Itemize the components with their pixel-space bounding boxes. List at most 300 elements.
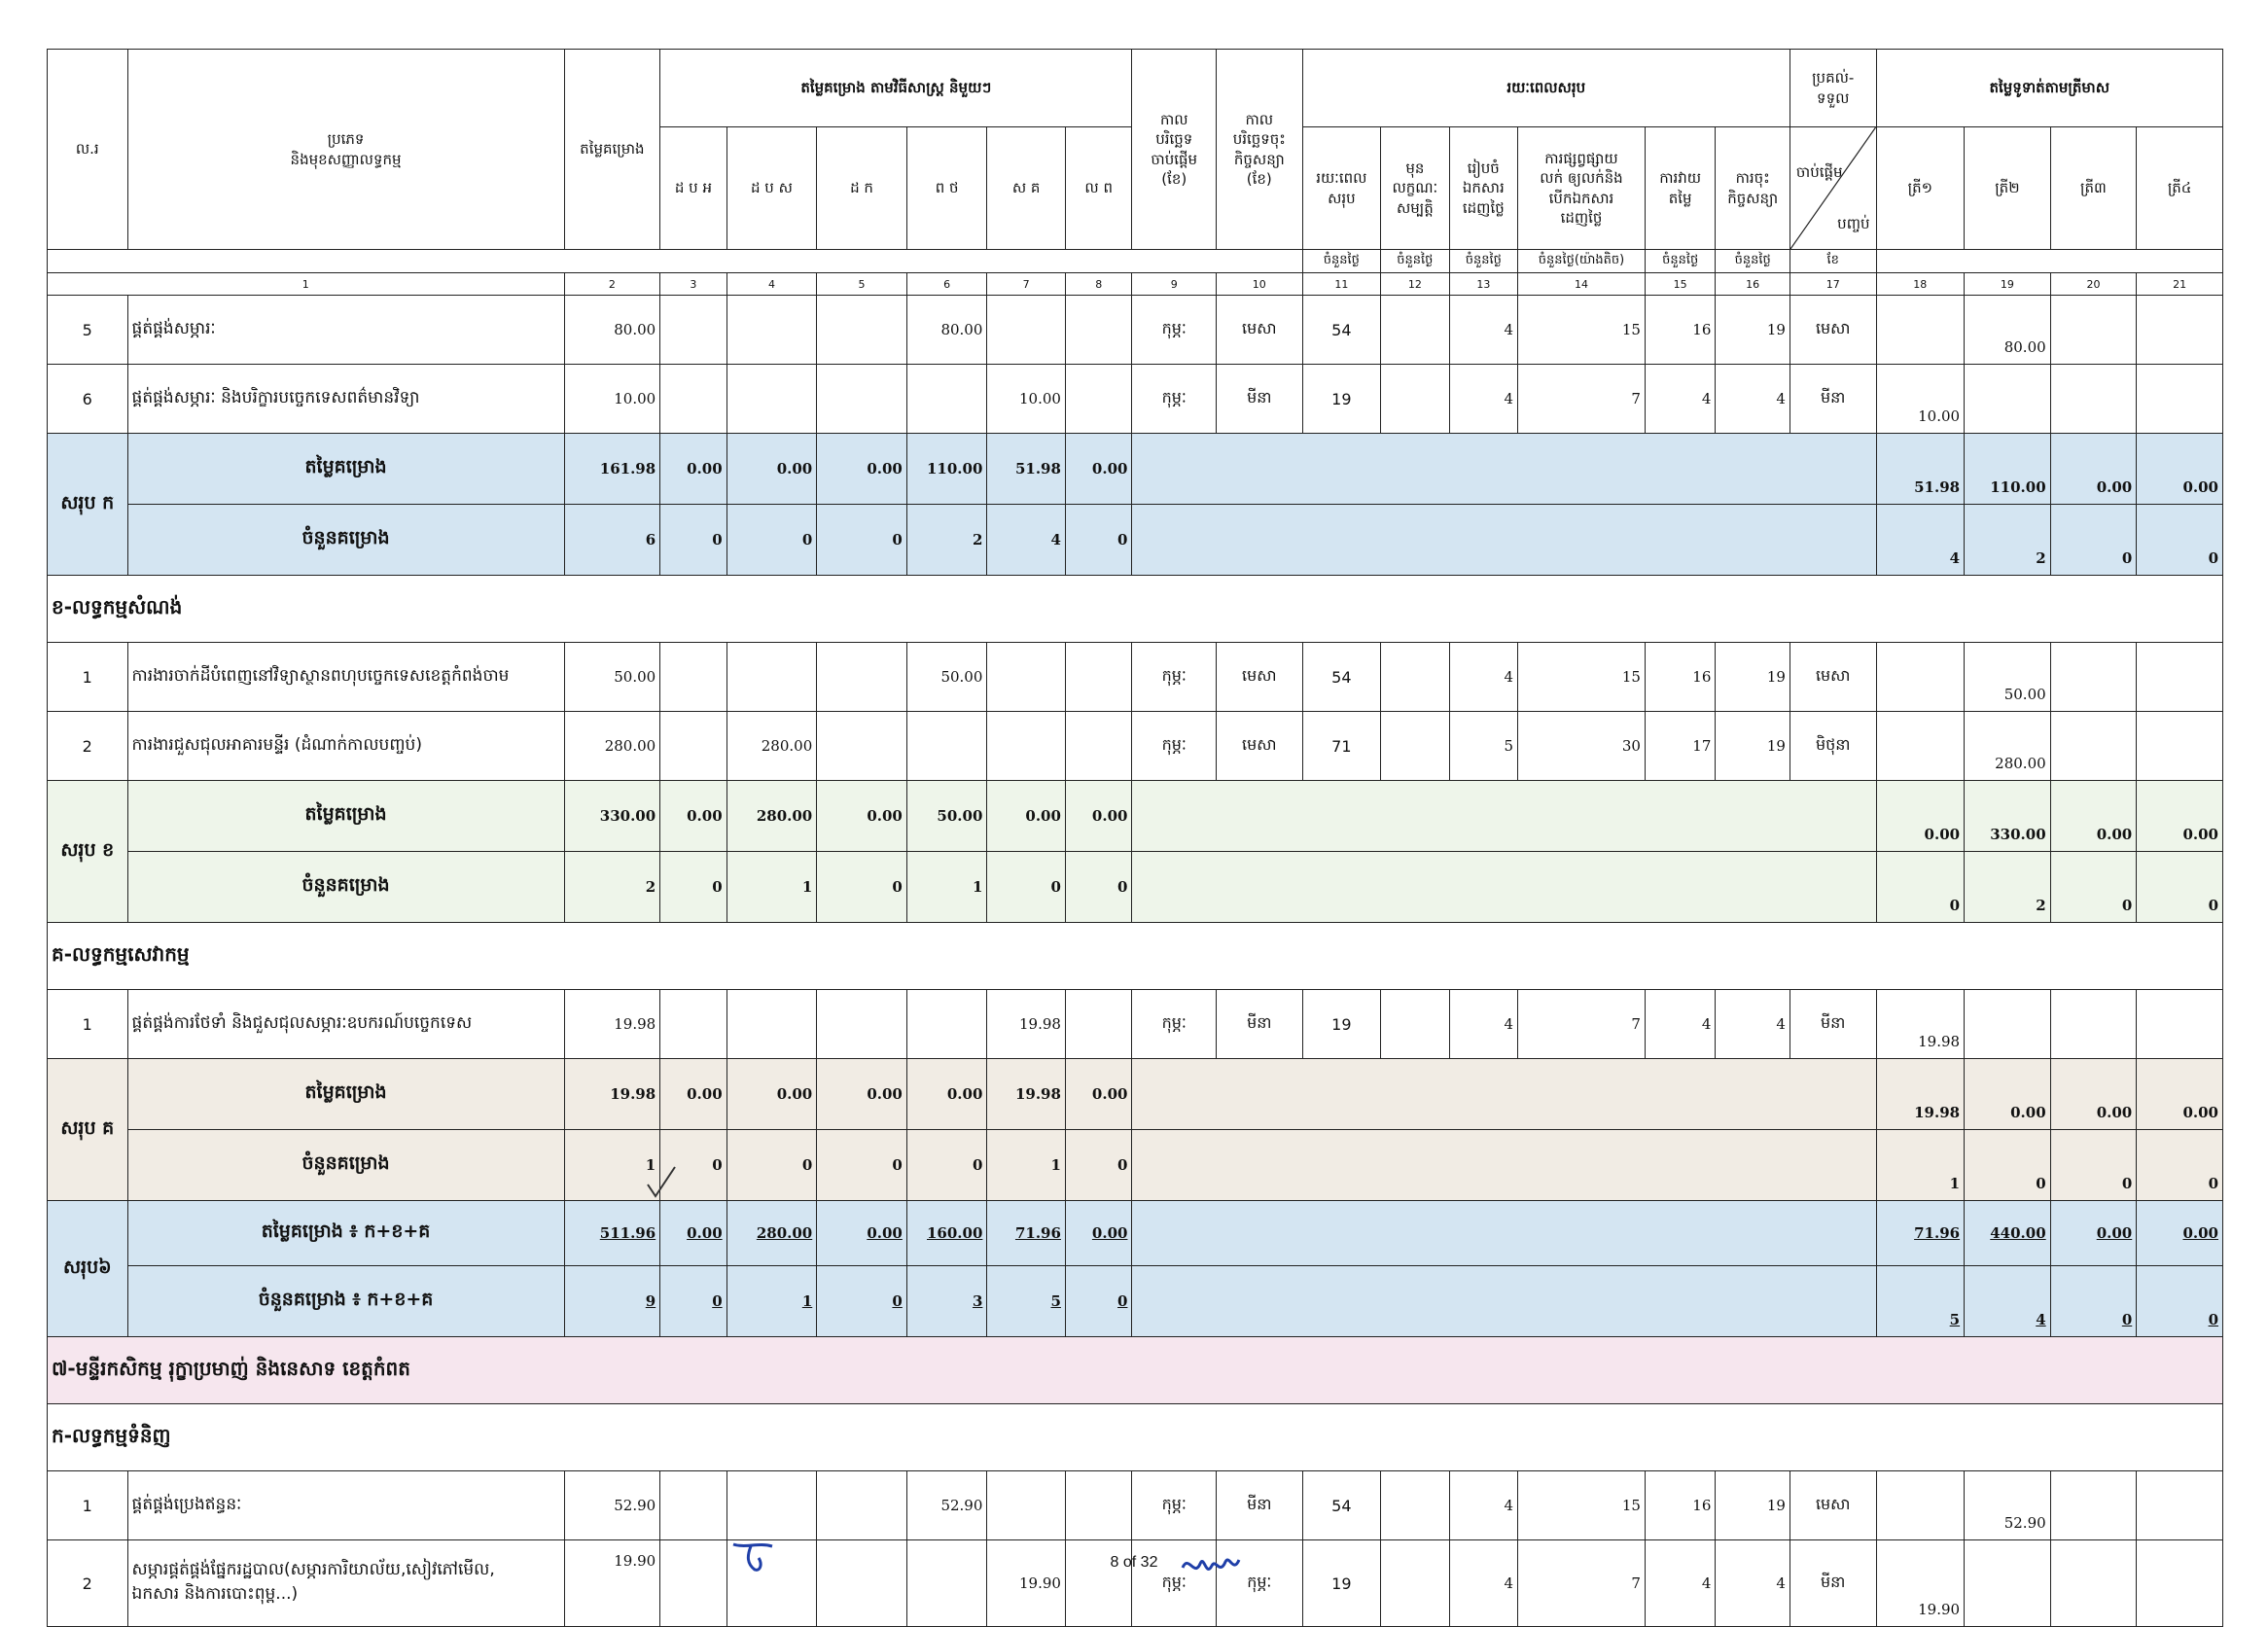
row-m2 bbox=[726, 365, 817, 434]
cnt-q1: 0 bbox=[1876, 852, 1965, 923]
cnt-q3: 0 bbox=[2050, 1130, 2137, 1201]
cnt-m2: 0 bbox=[726, 1130, 817, 1201]
summary-value-label: តម្លៃគម្រោង bbox=[127, 434, 564, 505]
dur5-l1: ការវាយ bbox=[1659, 169, 1702, 188]
row-contract: កុម្ភៈ bbox=[1217, 1540, 1303, 1627]
section-title: ខ-លទ្ធកម្មសំណង់ bbox=[48, 576, 2223, 643]
row-desc bbox=[127, 1540, 564, 1627]
tot-q2: 440.00 bbox=[1965, 1201, 2051, 1266]
row-m4 bbox=[906, 990, 987, 1059]
row-start: កុម្ភៈ bbox=[1132, 643, 1217, 712]
row-d3: 5 bbox=[1449, 712, 1517, 781]
row-d5: 16 bbox=[1645, 643, 1715, 712]
row-d6: 4 bbox=[1716, 365, 1790, 434]
row-q3 bbox=[2050, 643, 2137, 712]
row-contract: មេសា bbox=[1217, 643, 1303, 712]
col-no-header: ល.រ bbox=[48, 50, 128, 250]
sum-m5: 51.98 bbox=[987, 434, 1066, 505]
dur3-l1: រៀបចំ bbox=[1467, 159, 1500, 178]
delivery-end-label: បញ្ចប់ bbox=[1837, 214, 1870, 232]
summary-count-label: ចំនួនគម្រោង bbox=[127, 1130, 564, 1201]
totcnt-m3: 0 bbox=[817, 1266, 907, 1337]
row-contract: មីនា bbox=[1217, 365, 1303, 434]
row-d5: 4 bbox=[1645, 990, 1715, 1059]
col-est-header: តម្លៃគម្រោង bbox=[564, 50, 660, 250]
summary-blank bbox=[1132, 1059, 1876, 1130]
row-m4: 50.00 bbox=[906, 643, 987, 712]
row-m3 bbox=[817, 990, 907, 1059]
dur2-l3: សម្បត្តិ bbox=[1396, 198, 1434, 217]
sum-m2: 0.00 bbox=[726, 1059, 817, 1130]
check-mark-icon bbox=[644, 1163, 679, 1202]
row-q4 bbox=[2137, 1540, 2223, 1627]
total-value-label: តម្លៃគម្រោង ៖ ក+ខ+គ bbox=[127, 1201, 564, 1266]
cnt-m5: 1 bbox=[987, 1130, 1066, 1201]
colnum-9: 9 bbox=[1132, 273, 1217, 296]
row-q3 bbox=[2050, 296, 2137, 365]
row-q1 bbox=[1876, 643, 1965, 712]
row-d6: 19 bbox=[1716, 712, 1790, 781]
method-header-1: ដ ប អ bbox=[660, 127, 726, 250]
row-m2 bbox=[726, 1471, 817, 1540]
period-contract-l2: បរិច្ឆេទចុះ bbox=[1232, 130, 1286, 149]
row-d3: 4 bbox=[1449, 643, 1517, 712]
row-q3 bbox=[2050, 365, 2137, 434]
period-contract-l4: (ខែ) bbox=[1246, 169, 1272, 188]
cnt-est: 1 bbox=[564, 1130, 660, 1201]
row-est: 19.90 bbox=[564, 1540, 660, 1627]
row-d6: 19 bbox=[1716, 643, 1790, 712]
row-d5: 17 bbox=[1645, 712, 1715, 781]
totcnt-q2: 4 bbox=[1965, 1266, 2051, 1337]
colnum-17: 17 bbox=[1790, 273, 1876, 296]
row-d6: 4 bbox=[1716, 1540, 1790, 1627]
row-delivery: មីនា bbox=[1790, 990, 1876, 1059]
row-q2: 52.90 bbox=[1965, 1471, 2051, 1540]
cnt-m5: 4 bbox=[987, 505, 1066, 576]
row-m5 bbox=[987, 712, 1066, 781]
cnt-m3: 0 bbox=[817, 505, 907, 576]
row-m6 bbox=[1065, 990, 1132, 1059]
totcnt-m1: 0 bbox=[660, 1266, 726, 1337]
row-start: កុម្ភៈ bbox=[1132, 365, 1217, 434]
row-d5: 16 bbox=[1645, 1471, 1715, 1540]
col-type-line1: ប្រភេទ bbox=[327, 130, 365, 149]
row-est: 50.00 bbox=[564, 643, 660, 712]
period-start-l1: កាល bbox=[1159, 111, 1188, 128]
colnum-12: 12 bbox=[1381, 273, 1449, 296]
row-d2 bbox=[1381, 1471, 1449, 1540]
row-m5 bbox=[987, 296, 1066, 365]
duration-header-4 bbox=[1518, 127, 1646, 250]
row-est: 280.00 bbox=[564, 712, 660, 781]
row-d6: 4 bbox=[1716, 990, 1790, 1059]
colnum-6: 6 bbox=[906, 273, 987, 296]
row-start: កុម្ភៈ bbox=[1132, 712, 1217, 781]
cnt-est: 6 bbox=[564, 505, 660, 576]
sum-m6: 0.00 bbox=[1065, 1059, 1132, 1130]
sum-m1: 0.00 bbox=[660, 434, 726, 505]
summary-value-row bbox=[48, 1059, 2223, 1130]
dur3-l3: ដេញថ្លៃ bbox=[1462, 198, 1505, 217]
row-q4 bbox=[2137, 643, 2223, 712]
colnum-15: 15 bbox=[1645, 273, 1715, 296]
sum-q4: 0.00 bbox=[2137, 1059, 2223, 1130]
row-d3: 4 bbox=[1449, 365, 1517, 434]
quarter-header-4: ត្រី៤ bbox=[2137, 127, 2223, 250]
sum-q2: 110.00 bbox=[1965, 434, 2051, 505]
sum-m4: 110.00 bbox=[906, 434, 987, 505]
totcnt-q3: 0 bbox=[2050, 1266, 2137, 1337]
row-contract: មេសា bbox=[1217, 296, 1303, 365]
cnt-q4: 0 bbox=[2137, 852, 2223, 923]
totcnt-q4: 0 bbox=[2137, 1266, 2223, 1337]
row-m6 bbox=[1065, 643, 1132, 712]
colnum-21: 21 bbox=[2137, 273, 2223, 296]
units-spacer-right bbox=[1876, 250, 2223, 273]
period-start-l3: ចាប់ផ្ដើម bbox=[1151, 150, 1198, 168]
total-blank bbox=[1132, 1266, 1876, 1337]
row-d1: 19 bbox=[1302, 990, 1381, 1059]
row-m5: 10.00 bbox=[987, 365, 1066, 434]
cnt-m4: 1 bbox=[906, 852, 987, 923]
row-m3 bbox=[817, 712, 907, 781]
sum-q1: 51.98 bbox=[1876, 434, 1965, 505]
totcnt-m2: 1 bbox=[726, 1266, 817, 1337]
unit-4: ចំនួនថ្ងៃ(យ៉ាងតិច) bbox=[1518, 250, 1646, 273]
dur3-l2: ឯកសារ bbox=[1462, 179, 1505, 197]
table-row bbox=[48, 712, 2223, 781]
row-no: 1 bbox=[48, 1471, 128, 1540]
section-header-row bbox=[48, 576, 2223, 643]
cnt-m4: 0 bbox=[906, 1130, 987, 1201]
row-q2 bbox=[1965, 990, 2051, 1059]
summary-count-row bbox=[48, 852, 2223, 923]
summary-count-row bbox=[48, 1130, 2223, 1201]
tot-m1: 0.00 bbox=[660, 1201, 726, 1266]
unit-2: ចំនួនថ្ងៃ bbox=[1381, 250, 1449, 273]
row-est: 10.00 bbox=[564, 365, 660, 434]
row-m5: 19.90 bbox=[987, 1540, 1066, 1627]
row-m3 bbox=[817, 296, 907, 365]
method-header-6: ល ព bbox=[1065, 127, 1132, 250]
row-est: 80.00 bbox=[564, 296, 660, 365]
row-start: កុម្ភៈ bbox=[1132, 990, 1217, 1059]
summary-value-row bbox=[48, 781, 2223, 852]
row-d6: 19 bbox=[1716, 1471, 1790, 1540]
totcnt-m5: 5 bbox=[987, 1266, 1066, 1337]
table-row bbox=[48, 643, 2223, 712]
units-spacer bbox=[48, 250, 1303, 273]
colnum-16: 16 bbox=[1716, 273, 1790, 296]
period-contract-l3: កិច្ចសន្យា bbox=[1233, 150, 1285, 168]
row-q3 bbox=[2050, 1540, 2137, 1627]
row-m5: 19.98 bbox=[987, 990, 1066, 1059]
summary-label: សរុប គ bbox=[48, 1059, 128, 1201]
delivery-group-header bbox=[1790, 50, 1876, 127]
cnt-m6: 0 bbox=[1065, 505, 1132, 576]
sum-q3: 0.00 bbox=[2050, 781, 2137, 852]
row-m6 bbox=[1065, 1471, 1132, 1540]
table-row bbox=[48, 365, 2223, 434]
cnt-m2: 0 bbox=[726, 505, 817, 576]
unit-7: ខែ bbox=[1790, 250, 1876, 273]
row-m4: 80.00 bbox=[906, 296, 987, 365]
row-m2: 280.00 bbox=[726, 712, 817, 781]
row-q2 bbox=[1965, 365, 2051, 434]
row-d1: 19 bbox=[1302, 365, 1381, 434]
row-q4 bbox=[2137, 296, 2223, 365]
row-desc: ផ្គត់ផ្គង់សម្ភារៈ និងបរិក្ខារបច្ចេកទេសពត៌មានវិទ្យា bbox=[127, 365, 564, 434]
total-value-row bbox=[48, 1201, 2223, 1266]
row-q3 bbox=[2050, 990, 2137, 1059]
cnt-est: 2 bbox=[564, 852, 660, 923]
row-m1 bbox=[660, 643, 726, 712]
cnt-q2: 2 bbox=[1965, 505, 2051, 576]
sum-q4: 0.00 bbox=[2137, 781, 2223, 852]
row-q4 bbox=[2137, 712, 2223, 781]
row-m4 bbox=[906, 365, 987, 434]
dur6-l1: ការចុះ bbox=[1735, 169, 1770, 188]
sum-m4: 0.00 bbox=[906, 1059, 987, 1130]
sum-m3: 0.00 bbox=[817, 1059, 907, 1130]
quarter-header-3: ត្រី៣ bbox=[2050, 127, 2137, 250]
total-label: សរុប៦ bbox=[48, 1201, 128, 1337]
row-d3: 4 bbox=[1449, 990, 1517, 1059]
cnt-m2: 1 bbox=[726, 852, 817, 923]
row-q3 bbox=[2050, 712, 2137, 781]
row-q1: 10.00 bbox=[1876, 365, 1965, 434]
row-d3: 4 bbox=[1449, 1471, 1517, 1540]
row-no: 1 bbox=[48, 643, 128, 712]
colnum-8: 8 bbox=[1065, 273, 1132, 296]
table-row bbox=[48, 1471, 2223, 1540]
unit-6: ចំនួនថ្ងៃ bbox=[1716, 250, 1790, 273]
summary-blank bbox=[1132, 781, 1876, 852]
row-m5 bbox=[987, 1471, 1066, 1540]
cnt-q4: 0 bbox=[2137, 1130, 2223, 1201]
tot-m5: 71.96 bbox=[987, 1201, 1066, 1266]
row-d4: 15 bbox=[1518, 1471, 1646, 1540]
summary-value-label: តម្លៃគម្រោង bbox=[127, 1059, 564, 1130]
row-m6 bbox=[1065, 365, 1132, 434]
row-q1 bbox=[1876, 296, 1965, 365]
cnt-m6: 0 bbox=[1065, 852, 1132, 923]
table-row bbox=[48, 296, 2223, 365]
tot-m2: 280.00 bbox=[726, 1201, 817, 1266]
row-delivery: មេសា bbox=[1790, 296, 1876, 365]
row-q2: 280.00 bbox=[1965, 712, 2051, 781]
quarter-group-header: តម្លៃទូទាត់តាមត្រីមាស bbox=[1876, 50, 2223, 127]
row-q2: 80.00 bbox=[1965, 296, 2051, 365]
summary-label: សរុប ខ bbox=[48, 781, 128, 923]
colnum-14: 14 bbox=[1518, 273, 1646, 296]
summary-value-label: តម្លៃគម្រោង bbox=[127, 781, 564, 852]
row-d2 bbox=[1381, 712, 1449, 781]
row-delivery: មីនា bbox=[1790, 365, 1876, 434]
sum-q3: 0.00 bbox=[2050, 434, 2137, 505]
sum-q1: 0.00 bbox=[1876, 781, 1965, 852]
row-est: 19.98 bbox=[564, 990, 660, 1059]
row-d1: 54 bbox=[1302, 1471, 1381, 1540]
totcnt-est: 9 bbox=[564, 1266, 660, 1337]
sum-m3: 0.00 bbox=[817, 434, 907, 505]
row-d4: 7 bbox=[1518, 990, 1646, 1059]
unit-5: ចំនួនថ្ងៃ bbox=[1645, 250, 1715, 273]
row-m3 bbox=[817, 643, 907, 712]
row-q2 bbox=[1965, 1540, 2051, 1627]
dur6-l2: កិច្ចសន្យា bbox=[1727, 189, 1779, 207]
page-number: 8 of 32 bbox=[1110, 1554, 1158, 1571]
row-desc: ផ្គត់ផ្គង់ប្រេងឥន្ធនៈ bbox=[127, 1471, 564, 1540]
sum-est: 19.98 bbox=[564, 1059, 660, 1130]
summary-value-row bbox=[48, 434, 2223, 505]
sum-est: 330.00 bbox=[564, 781, 660, 852]
row-delivery: មីនា bbox=[1790, 1540, 1876, 1627]
row-no: 2 bbox=[48, 1540, 128, 1627]
sum-m6: 0.00 bbox=[1065, 781, 1132, 852]
section-title: គ-លទ្ធកម្មសេវាកម្ម bbox=[48, 923, 2223, 990]
cnt-q1: 1 bbox=[1876, 1130, 1965, 1201]
colnum-4: 4 bbox=[726, 273, 817, 296]
cnt-q2: 0 bbox=[1965, 1130, 2051, 1201]
row-d2 bbox=[1381, 990, 1449, 1059]
sum-m1: 0.00 bbox=[660, 1059, 726, 1130]
summary-blank bbox=[1132, 434, 1876, 505]
tot-q1: 71.96 bbox=[1876, 1201, 1965, 1266]
cnt-q3: 0 bbox=[2050, 505, 2137, 576]
period-start-l2: បរិច្ឆេទ bbox=[1155, 130, 1193, 149]
tot-m6: 0.00 bbox=[1065, 1201, 1132, 1266]
row-desc: ការងារជួសជុលអាគារមន្ទីរ (ដំណាក់កាលបញ្ចប់) bbox=[127, 712, 564, 781]
totcnt-m6: 0 bbox=[1065, 1266, 1132, 1337]
dur5-l2: តម្លៃ bbox=[1668, 189, 1692, 207]
colnum-13: 13 bbox=[1449, 273, 1517, 296]
colnum-19: 19 bbox=[1965, 273, 2051, 296]
colnum-18: 18 bbox=[1876, 273, 1965, 296]
dur2-l2: លក្ខណៈ bbox=[1392, 179, 1438, 197]
cnt-q1: 4 bbox=[1876, 505, 1965, 576]
colnum-1: 1 bbox=[48, 273, 565, 296]
row-m5 bbox=[987, 643, 1066, 712]
tot-q3: 0.00 bbox=[2050, 1201, 2137, 1266]
sum-m2: 280.00 bbox=[726, 781, 817, 852]
row-m1 bbox=[660, 990, 726, 1059]
table-row bbox=[48, 990, 2223, 1059]
total-count-row bbox=[48, 1266, 2223, 1337]
colnum-10: 10 bbox=[1217, 273, 1303, 296]
row-q1: 19.90 bbox=[1876, 1540, 1965, 1627]
delivery-split-header bbox=[1790, 127, 1876, 250]
table-row bbox=[48, 1540, 2223, 1627]
dur4-l1: ការផ្សព្វផ្សាយ bbox=[1544, 150, 1618, 167]
row-no: 6 bbox=[48, 365, 128, 434]
row-d4: 15 bbox=[1518, 643, 1646, 712]
colnum-7: 7 bbox=[987, 273, 1066, 296]
row-d6: 19 bbox=[1716, 296, 1790, 365]
section-header-row bbox=[48, 1404, 2223, 1471]
row-d4: 7 bbox=[1518, 1540, 1646, 1627]
row-desc-line2: ឯកសារ និងការបោះពុម្ព...) bbox=[131, 1584, 299, 1604]
method-header-3: ដ ក bbox=[817, 127, 907, 250]
period-contract-l1: កាល bbox=[1245, 111, 1274, 128]
sum-q1: 19.98 bbox=[1876, 1059, 1965, 1130]
row-m2 bbox=[726, 296, 817, 365]
row-m3 bbox=[817, 1540, 907, 1627]
method-header-5: ស គ bbox=[987, 127, 1066, 250]
row-m1 bbox=[660, 296, 726, 365]
totcnt-q1: 5 bbox=[1876, 1266, 1965, 1337]
row-m6 bbox=[1065, 712, 1132, 781]
row-d3: 4 bbox=[1449, 1540, 1517, 1627]
row-d1: 71 bbox=[1302, 712, 1381, 781]
delivery-start-label: ចាប់ផ្ដើម bbox=[1795, 163, 1843, 181]
dur4-l2: លក់ ឲ្យលក់និង bbox=[1540, 169, 1623, 188]
row-m3 bbox=[817, 365, 907, 434]
row-start: កុម្ភៈ bbox=[1132, 296, 1217, 365]
colnum-5: 5 bbox=[817, 273, 907, 296]
row-q4 bbox=[2137, 1471, 2223, 1540]
cnt-m1: 0 bbox=[660, 1130, 726, 1201]
row-desc: ផ្គត់ផ្គង់សម្ភារៈ bbox=[127, 296, 564, 365]
summary-count-row bbox=[48, 505, 2223, 576]
sum-q4: 0.00 bbox=[2137, 434, 2223, 505]
sum-est: 161.98 bbox=[564, 434, 660, 505]
colnum-2: 2 bbox=[564, 273, 660, 296]
dur2-l1: មុន bbox=[1405, 159, 1425, 178]
cnt-q3: 0 bbox=[2050, 852, 2137, 923]
duration-header-5 bbox=[1645, 127, 1715, 250]
period-start-l4: (ខែ) bbox=[1161, 169, 1187, 188]
department-title: ៧-មន្ទីរកសិកម្ម រុក្ខាប្រមាញ់ និងនេសាទ ខេត្តកំពត bbox=[48, 1337, 2223, 1404]
row-start: កុម្ភៈ bbox=[1132, 1471, 1217, 1540]
row-delivery: មិថុនា bbox=[1790, 712, 1876, 781]
cnt-q2: 2 bbox=[1965, 852, 2051, 923]
row-m2 bbox=[726, 990, 817, 1059]
row-q4 bbox=[2137, 365, 2223, 434]
sum-m6: 0.00 bbox=[1065, 434, 1132, 505]
cnt-m4: 2 bbox=[906, 505, 987, 576]
sum-m4: 50.00 bbox=[906, 781, 987, 852]
row-delivery: មេសា bbox=[1790, 1471, 1876, 1540]
row-m1 bbox=[660, 1540, 726, 1627]
sum-q2: 0.00 bbox=[1965, 1059, 2051, 1130]
dur4-l3: បើកឯកសារ bbox=[1548, 189, 1614, 207]
duration-group-header: រយៈពេលសរុប bbox=[1302, 50, 1790, 127]
row-m4 bbox=[906, 712, 987, 781]
row-contract: មីនា bbox=[1217, 1471, 1303, 1540]
row-contract: មេសា bbox=[1217, 712, 1303, 781]
column-number-row bbox=[48, 273, 2223, 296]
row-d4: 15 bbox=[1518, 296, 1646, 365]
summary-count-label: ចំនួនគម្រោង bbox=[127, 505, 564, 576]
row-no: 5 bbox=[48, 296, 128, 365]
colnum-3: 3 bbox=[660, 273, 726, 296]
cnt-q4: 0 bbox=[2137, 505, 2223, 576]
row-d2 bbox=[1381, 643, 1449, 712]
summary-blank bbox=[1132, 505, 1876, 576]
method-header-4: ព ថ bbox=[906, 127, 987, 250]
dur1-l1: រយៈពេល bbox=[1316, 169, 1367, 188]
row-q4 bbox=[2137, 990, 2223, 1059]
cnt-m5: 0 bbox=[987, 852, 1066, 923]
row-d2 bbox=[1381, 1540, 1449, 1627]
method-header-2: ដ ប ស bbox=[726, 127, 817, 250]
tot-est: 511.96 bbox=[564, 1201, 660, 1266]
row-desc: ផ្គត់ផ្គង់ការថែទាំ និងជួសជុលសម្ភារៈឧបករណ៍បច្ចេកទេស bbox=[127, 990, 564, 1059]
row-m1 bbox=[660, 1471, 726, 1540]
row-d1: 54 bbox=[1302, 296, 1381, 365]
